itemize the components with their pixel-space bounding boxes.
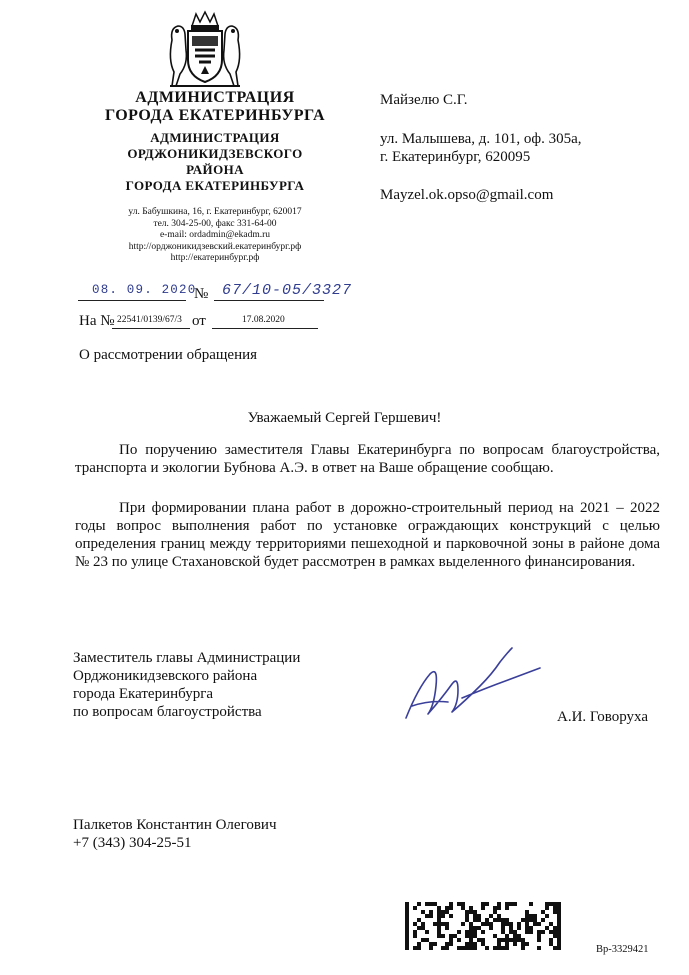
body-paragraph: При формировании плана работ в дорожно-строительный период на 2021 – 2022 годы вопрос выполнения работ по установке ограждающих конструкций с целью определения границ между территориями пешеходной и парковочной зоны в районе дома № 23 по улице Стахановской будет рассмотрен в рамках выделенного финансирования. <box>75 500 660 570</box>
city-coat-of-arms-emblem <box>166 10 244 90</box>
signer-position-line: Орджоникидзевского района <box>73 668 258 684</box>
body-paragraph: По поручению заместителя Главы Екатеринбурга по вопросам благоустройства, транспорта и экологии Бубнова А.Э. в ответ на Ваше обращение сообщаю. <box>75 442 660 476</box>
dept-title-line: АДМИНИСТРАЦИЯ <box>150 130 280 145</box>
recipient-address-line1: ул. Малышева, д. 101, оф. 305а, <box>380 131 582 147</box>
ref-from: от <box>192 313 206 329</box>
outgoing-date-stamp: 08. 09. 2020 <box>92 283 197 297</box>
org-title-line: ГОРОДА ЕКАТЕРИНБУРГА <box>104 107 326 124</box>
handwritten-signature <box>400 640 550 725</box>
recipient-address-line2: г. Екатеринбург, 620095 <box>380 149 531 165</box>
ref-date: 17.08.2020 <box>242 315 285 325</box>
executor-phone: +7 (343) 304-25-51 <box>73 835 192 851</box>
ref-number: 22541/0139/67/3 <box>117 315 182 325</box>
document-barcode <box>405 902 565 950</box>
dept-title-line: ОРДЖОНИКИДЗЕВСКОГО <box>127 146 303 161</box>
signer-position <box>73 649 300 721</box>
signer-position-line: Заместитель главы Администрации <box>73 650 301 666</box>
dept-title-line: ГОРОДА ЕКАТЕРИНБУРГА <box>125 178 305 193</box>
outgoing-number-underline <box>214 300 324 301</box>
contact-line: e-mail: ordadmin@ekadm.ru <box>159 230 271 241</box>
number-sign: № <box>194 286 209 302</box>
date-underline <box>78 300 186 301</box>
recipient-email: Mayzel.ok.opso@gmail.com <box>380 187 554 203</box>
contact-line: http://екатеринбург.рф <box>170 253 260 264</box>
signer-name: А.И. Говоруха <box>557 709 649 725</box>
document-code: Вр-3329421 <box>596 944 649 955</box>
signer-position-line: по вопросам благоустройства <box>73 704 262 720</box>
letterhead-org-title <box>90 89 340 125</box>
outgoing-number: 67/10-05/3327 <box>222 282 353 299</box>
signer-position-line: города Екатеринбурга <box>73 686 214 702</box>
contact-line: http://орджоникидзевский.екатеринбург.рф <box>128 241 302 252</box>
dept-title-line: РАЙОНА <box>186 162 244 177</box>
recipient-name: Майзелю С.Г. <box>380 92 468 108</box>
salutation: Уважаемый Сергей Гершевич! <box>247 410 442 426</box>
contact-line: ул. Бабушкина, 16, г. Екатеринбург, 620017 <box>128 207 302 217</box>
ref-number-underline <box>112 328 190 329</box>
contact-line: тел. 304-25-00, факс 331-64-00 <box>153 218 277 229</box>
executor-name: Палкетов Константин Олегович <box>73 817 277 833</box>
letterhead-contacts <box>95 207 335 265</box>
ref-date-underline <box>212 328 318 329</box>
ref-prefix: На № <box>79 313 115 329</box>
letterhead-dept-title <box>90 130 340 194</box>
org-title-line: АДМИНИСТРАЦИЯ <box>135 89 295 106</box>
letter-subject: О рассмотрении обращения <box>79 347 258 363</box>
